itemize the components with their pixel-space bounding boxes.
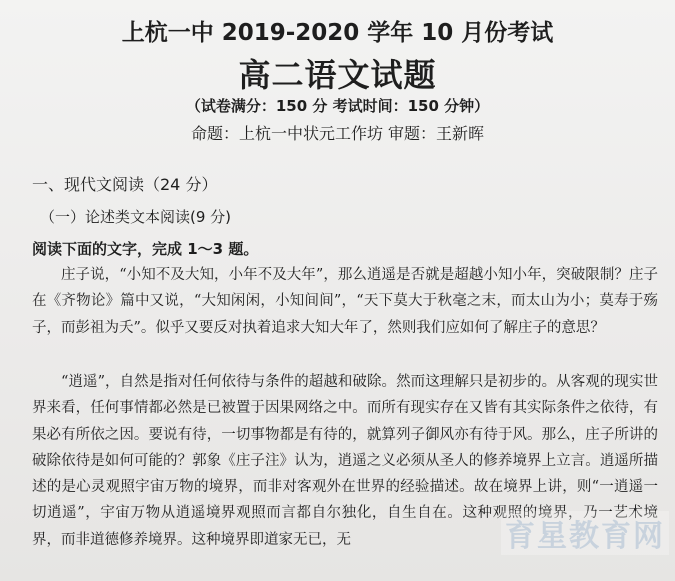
passage-paragraph-1: 庄子说，“小知不及大知，小年不及大年”，那么逍遥是否就是超越小知小年，突破限制？庄子在《齐物论》篇中又说，“大知闲闲，小知间间”，“天下莫大于秋毫之末，而太山为小；莫寿于殇子，而彭祖为夭”。似乎又要反对执着追求大知大年了，然则我们应如何了解庄子的意思？ — [32, 267, 658, 336]
exam-credits: 命题：上杭一中状元工作坊 审题：王新晖 — [190, 124, 485, 143]
school-exam-title: 上杭一中 2019-2020 学年 10 月份考试 — [121, 20, 554, 46]
paper-title: 高二语文试题 — [238, 56, 437, 94]
passage-paragraph-2: “逍遥”，自然是指对任何依待与条件的超越和破除。然而这理解只是初步的。从客观的现实世界来看，任何事情都必然是已被置于因果网络之中。而所有现实存在又皆有其实际条件之依待，有果必有所依之因。要说有待，一切事物都是有待的，就算列子御风亦有待于风。那么，庄子所讲的破除依待是如何可能的？郭象《庄子注》认为，逍遥之义必须从圣人的修养境界上立言。逍遥所描述的是心灵观照宇宙万物的境界，而非对客观外在世界的经验描述。故在境界上讲，则“一逍遥一切逍遥”，宇宙万物从逍遥境界观照而言都自尔独化，自生自在。这种观照的境界，乃一艺术境界，而非道德修养境界。这种境界即道家无已，无 — [32, 374, 658, 548]
exam-meta: （试卷满分：150 分 考试时间：150 分钟） — [185, 97, 490, 115]
reading-instruction: 阅读下面的文字，完成 1～3 题。 — [32, 240, 259, 258]
section-heading: 一、现代文阅读（24 分） — [32, 175, 218, 194]
watermark-logo: 育星教育网 — [501, 511, 669, 555]
subsection-heading: （一）论述类文本阅读(9 分) — [40, 208, 232, 226]
